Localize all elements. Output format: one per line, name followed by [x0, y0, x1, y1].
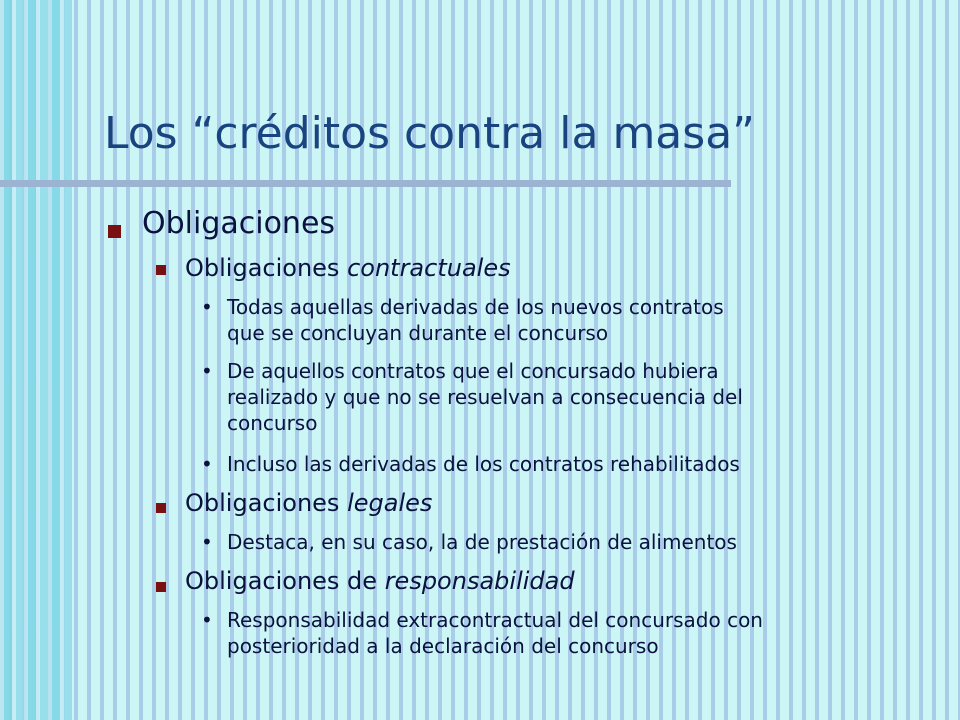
level2-emphasis: legales — [347, 489, 433, 517]
level3-item — [227, 294, 724, 346]
square-bullet-icon — [156, 265, 166, 275]
line: Incluso las derivadas de los contratos rehabilitados — [227, 452, 740, 476]
line: De aquellos contratos que el concursado hubiera — [227, 359, 719, 383]
level2-item-legales — [185, 489, 432, 517]
level3-item — [227, 607, 763, 659]
left-stripe-band — [0, 0, 72, 720]
title-underline-rule — [0, 180, 731, 187]
level2-prefix: Obligaciones de — [185, 567, 385, 595]
level2-emphasis: responsabilidad — [384, 567, 575, 595]
square-bullet-icon — [156, 503, 166, 513]
line: que se concluyan durante el concurso — [227, 321, 609, 345]
line: concurso — [227, 411, 318, 435]
dot-bullet-icon: • — [201, 530, 213, 554]
line: posterioridad a la declaración del concurso — [227, 634, 659, 658]
dot-bullet-icon: • — [201, 359, 213, 383]
level3-item — [227, 529, 737, 555]
square-bullet-icon — [156, 582, 166, 592]
line: Responsabilidad extracontractual del concursado con — [227, 608, 763, 632]
slide-title: Los “créditos contra la masa” — [104, 108, 755, 159]
level3-item — [227, 451, 740, 477]
level2-prefix: Obligaciones — [185, 489, 348, 517]
dot-bullet-icon: • — [201, 452, 213, 476]
square-bullet-icon — [108, 225, 121, 238]
dot-bullet-icon: • — [201, 295, 213, 319]
level2-prefix: Obligaciones — [185, 254, 348, 282]
line: Destaca, en su caso, la de prestación de alimentos — [227, 530, 737, 554]
level2-item-contractuales — [185, 254, 511, 282]
level2-emphasis: contractuales — [347, 254, 511, 282]
dot-bullet-icon: • — [201, 608, 213, 632]
level2-item-responsabilidad — [185, 567, 575, 595]
line: realizado y que no se resuelvan a consecuencia del — [227, 385, 743, 409]
level1-item-obligaciones: Obligaciones — [142, 206, 336, 241]
level3-item — [227, 358, 743, 436]
line: Todas aquellas derivadas de los nuevos contratos — [227, 295, 724, 319]
